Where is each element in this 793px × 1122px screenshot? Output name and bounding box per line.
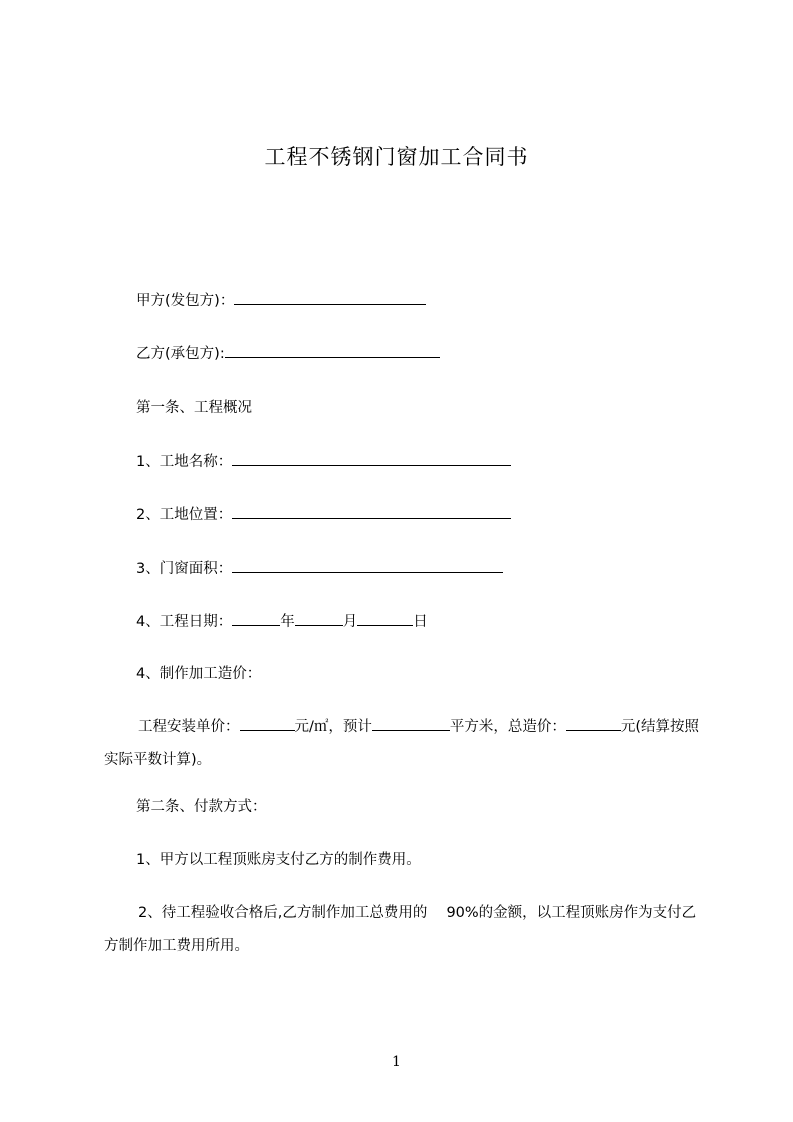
- payment-item-1: 1、甲方以工程顶账房支付乙方的制作费用。: [136, 852, 421, 868]
- party-b-blank[interactable]: [225, 343, 440, 358]
- window-area-label: 3、门窗面积：: [136, 561, 233, 577]
- day-blank[interactable]: [357, 611, 413, 626]
- article2-heading: 第二条、付款方式：: [136, 799, 267, 815]
- site-location-line: [136, 504, 511, 525]
- unit-price-blank[interactable]: [240, 716, 295, 731]
- price-heading: 4、制作加工造价：: [136, 666, 262, 682]
- site-name-label: 1、工地名称：: [136, 454, 233, 470]
- party-b-label: 乙方(承包方):: [136, 346, 225, 362]
- site-location-blank[interactable]: [232, 504, 511, 519]
- party-a-label: 甲方(发包方)：: [136, 293, 235, 309]
- project-date-line: [136, 611, 428, 632]
- party-a-blank[interactable]: [234, 290, 426, 305]
- year-label: 年: [280, 614, 295, 630]
- total-price-note: 元(结算按照实际平数计算)。: [104, 719, 700, 768]
- day-label: 日: [413, 614, 428, 630]
- party-b-line: [136, 343, 440, 364]
- area-blank[interactable]: [372, 716, 450, 731]
- document-title: 工程不锈钢门窗加工合同书: [264, 145, 529, 169]
- unit-price-label: 工程安装单价：: [138, 719, 240, 735]
- project-date-label: 4、工程日期：: [136, 614, 233, 630]
- month-label: 月: [342, 614, 358, 630]
- site-location-label: 2、工地位置：: [136, 507, 233, 523]
- price-paragraph: [104, 711, 704, 777]
- year-blank[interactable]: [232, 611, 280, 626]
- site-name-line: [136, 451, 511, 472]
- unit-price-unit: 元/㎡，预计: [294, 719, 372, 735]
- party-a-line: [136, 290, 426, 311]
- total-price-blank[interactable]: [566, 716, 621, 731]
- payment-item-2: 2、待工程验收合格后,乙方制作加工总费用的 90%的金额，以工程顶账房作为支付乙方制作加工费用所用。: [104, 905, 697, 954]
- window-area-blank[interactable]: [232, 558, 503, 573]
- site-name-blank[interactable]: [232, 451, 511, 466]
- article1-heading: 第一条、工程概况: [136, 400, 252, 416]
- area-unit-label: 平方米，总造价：: [449, 719, 566, 735]
- page-number: 1: [392, 1054, 401, 1070]
- month-blank[interactable]: [295, 611, 343, 626]
- window-area-line: [136, 558, 503, 579]
